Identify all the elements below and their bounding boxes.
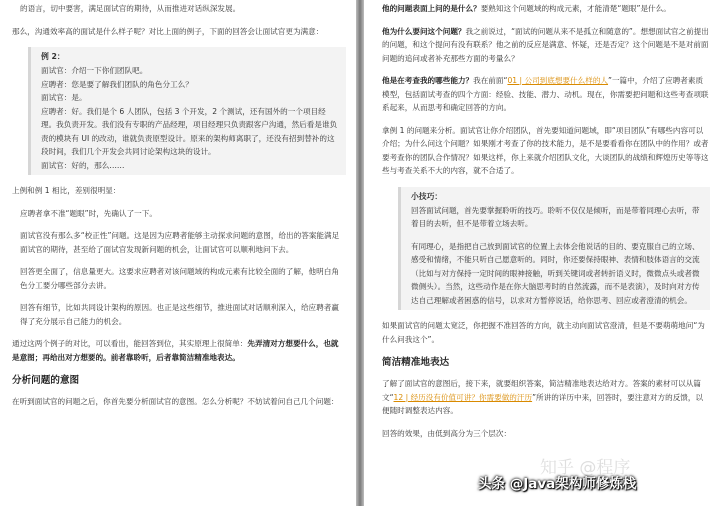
text-run: ”一篇中，介绍了应聘者素质模型，包括面试考查的四个方面：经验、技能、潜力、动机。现在，你需要把问题和这些考查项联系起来，从而思考和确定回答的方向。 [382,76,709,112]
dialog-line: 面试官：是。 [41,93,87,102]
list-item: 应聘者拿不准“题眼”时，先确认了一下。 [20,208,157,218]
dialog-line: 应聘者：您是要了解我们团队的角色分工么？ [41,79,193,89]
right-document-page [364,0,720,506]
dialog-line: 应聘者：好。我们是个 6 人团队，包括 3 个开发，2 个测试，还有国外的一个项目经理。我负责开发。我们没有专职的产品经理，项目经理只负责跟客户沟通，然后看是谁负责的模块有 UI 的改动，谁就负责原型设计。原来的架构师离职了，还没有招到替补的这段时间，我们几个开发会共同讨论架构这块的设计。 [41,106,338,156]
text-run: 我之前说过，“面试的问题从来不是孤立和随意的”。想想面试官之前提出的问题，和这个提问有没有联系？他之前的反应是满意、怀疑，还是否定？这个问题是不是对前面问题的追问或者补充那些方面的考量么？ [382,26,709,63]
question-item [382,25,710,66]
paragraph: 的语言，切中要害，满足面试官的期待，从而推进对话纵深发展。 [20,4,241,13]
text-run: 通过这两个例子的对比，可以看出，能回答到位，其实原理上很简单： [12,339,248,348]
text-run: ”所讲的详历中来，回答时，要注意对方的反馈，以便随时调整表达内容。 [382,392,704,415]
tip-line: 有同理心，是指把自己放到面试官的位置上去体会他说话的目的、要克服自己的立场、感受和情绪，不能只听自己愿意听的。同时，你还要保持眼神、表情和肢体语言的交流（比如与对方保持一定时间的眼神接触，听到关键词或者转折语义时，微微点头或者微微侧头）。当然，这些动作是在你大脑思考时的自然流露，而不是表演），及时向对方传达自己理解或者困惑的信号，以求对方暂停说话，给你思考、回应或者澄清的机会。 [411,241,700,305]
example-title: 例 2： [41,52,65,61]
faint-watermark: 知乎 @程序 [540,458,631,478]
page-gutter [356,0,364,506]
paragraph: 那么，沟通效率高的面试是什么样子呢？对比上面的例子，下面的回答会让面试官更为满意： [12,26,324,36]
source-watermark: 头条 @Java架构师修炼栈 [478,476,637,492]
paragraph: 如果面试官的问题太宽泛，你把握不准回答的方向，就主动向面试官澄清，但是不要萌萌地问“为什么问我这个”。 [382,321,705,344]
question-label: 他是在考查我的哪些能力？ [382,76,474,85]
question-label: 他的问题表面上问的是什么？ [382,4,481,13]
dialog-line: 面试官：好的，那么…… [41,160,125,170]
list-item: 回答有细节，比如共同设计架构的原因。也正是这些细节，推进面试对话顺利深入，给应聘者赢得了充分展示自己能力的机会。 [20,303,339,326]
tip-blockquote [398,187,710,311]
article-link[interactable]: 12 | 经历没有价值可讲？你需要做的汗历 [393,392,533,402]
question-item [382,74,710,115]
text-run: 要熟知这个问题域的构成元素，才能清楚“题眼”是什么。 [480,4,671,13]
paragraph [382,377,710,418]
question-label: 他为什么要问这个问题？ [382,26,466,36]
example-blockquote [28,47,346,175]
section-heading: 简洁精准地表达 [382,357,450,368]
bold-conclusion: 先弄清对方想要什么，也就是意图；再给出对方想要的。前者靠聆听，后者靠简洁精准地表达。 [12,339,339,362]
text-run: 了解了面试官的意图后，接下来，就要组织答案，简洁精准地表达给对方。答案的素材可以从篇文“ [382,379,701,402]
paragraph: 拿例 1 的问题来分析。面试官让你介绍团队，首先要知道问题域，即“项目团队”有哪些内容可以介绍；为什么问这个问题？如果刚才考查了你的技术能力，是不是要看看你在团队中的作用？或者要考查你的团队合作情况？如果这样，你上来就介绍团队文化，大谈团队的战绩和辉煌历史等等这些与考查关系不大的内容，就不合适了。 [382,125,709,175]
paragraph: 回答的效果，由低到高分为三个层次： [382,428,512,438]
left-document-page [0,0,356,506]
tip-title: 小技巧： [411,191,443,201]
dialog-line: 面试官：介绍一下你们团队吧。 [41,66,148,75]
list-item: 面试官没有那么多“校正性”问题。这是因为应聘者能够主动探求问题的意图，给出的答案能满足面试官的期待，甚至给了面试官发现新问题的机会，让面试官可以顺利地问下去。 [20,231,340,254]
question-item [382,2,710,16]
paragraph [12,337,346,364]
list-item: 回答更全面了，信息量更大。这要求应聘者对该问题域的构成元素有比较全面的了解，他明白角色分工要分哪些部分去讲。 [20,267,339,290]
paragraph: 在听到面试官的问题之后，你首先要分析面试官的意图。怎么分析呢？不妨试着问自己几个问题： [12,397,339,406]
text-run: 我在前面“ [473,76,508,85]
section-heading: 分析问题的意图 [12,375,80,386]
article-link[interactable]: 01 | 公司到底想要什么样的人 [507,76,609,85]
tip-line: 回答面试问题，首先要掌握聆听的技巧。聆听不仅仅是倾听，而是带着同理心去听，带着目的去听，但不是带着立场去听。 [411,205,700,228]
paragraph: 上例和例 1 相比，差别很明显： [12,186,121,195]
